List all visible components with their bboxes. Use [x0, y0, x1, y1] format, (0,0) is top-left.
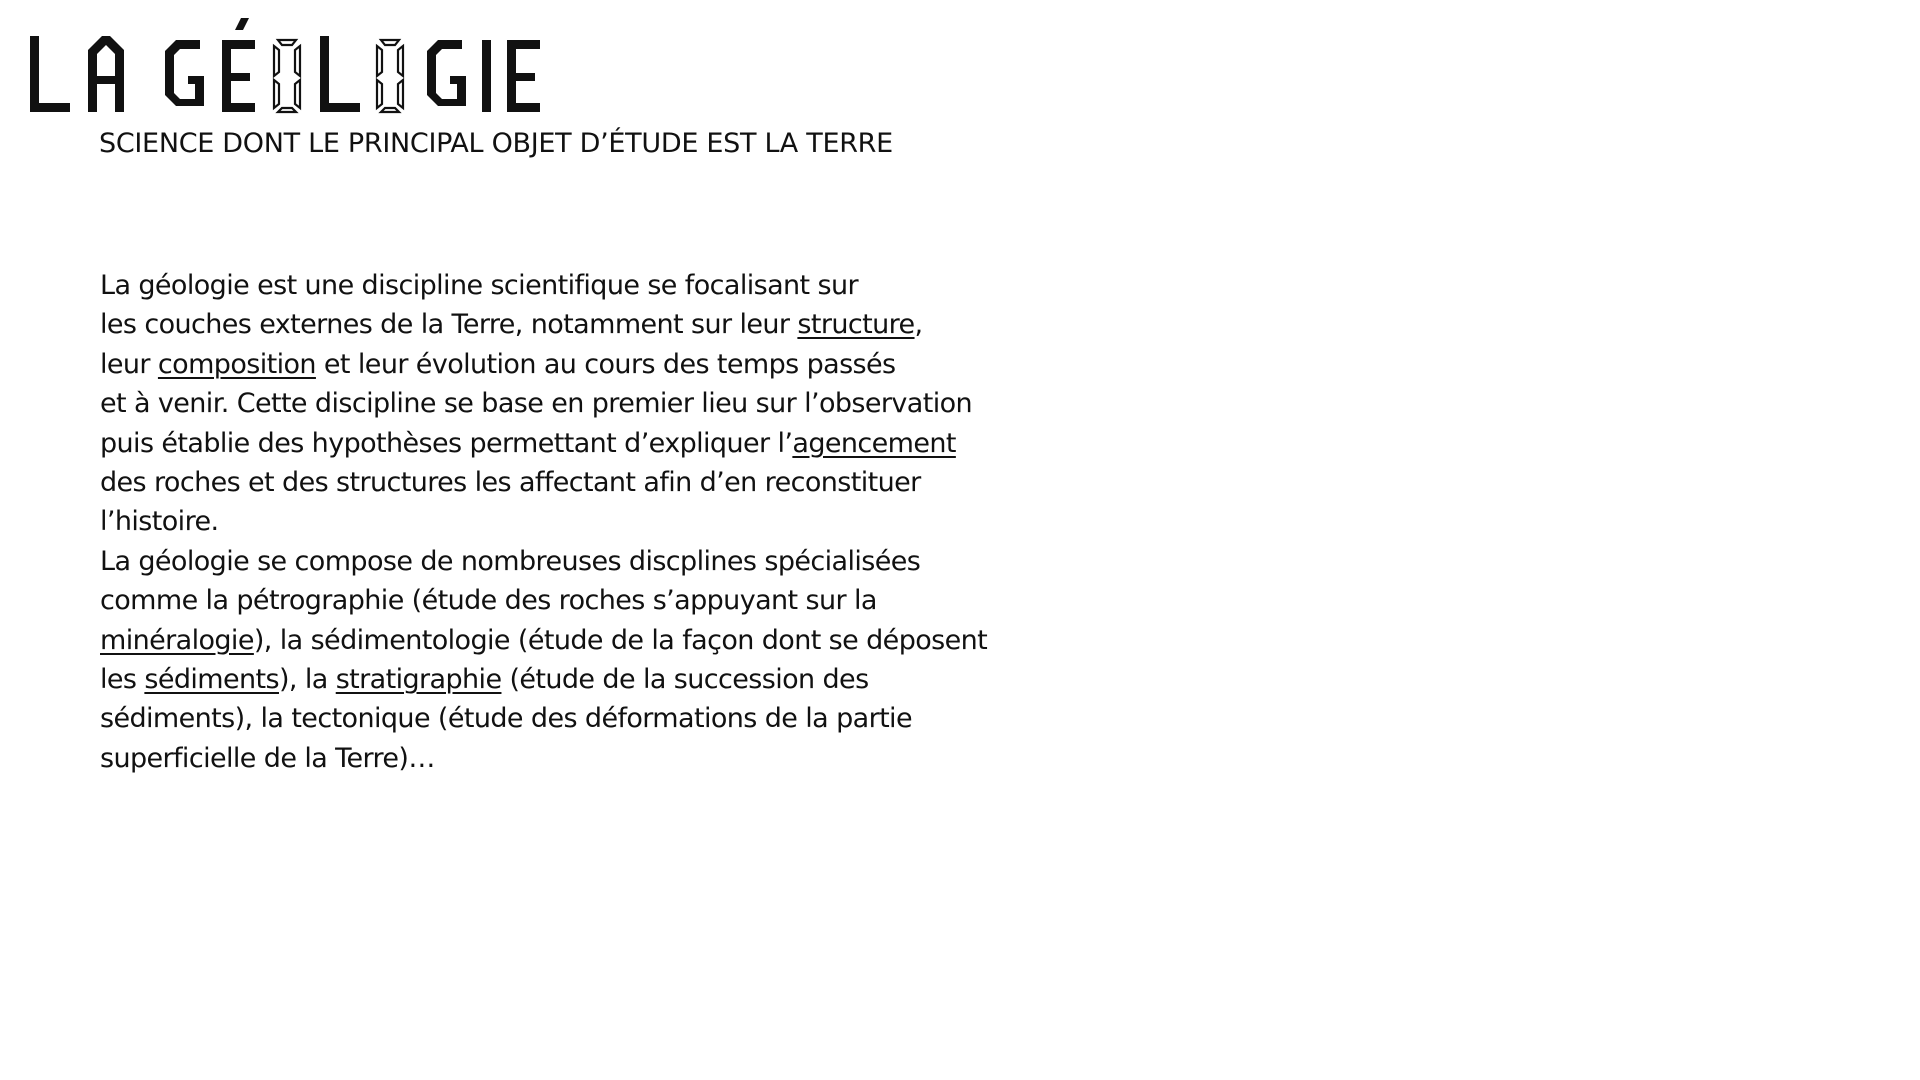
- text-segment: leur: [100, 348, 158, 380]
- text-segment: ), la sédimentologie (étude de la façon dont se déposent: [253, 624, 988, 656]
- text-line: [100, 581, 1060, 620]
- text-segment: l’histoire.: [100, 506, 219, 538]
- title-lettering: [30, 18, 540, 114]
- text-segment: ,: [914, 309, 923, 341]
- page-subtitle: SCIENCE DONT LE PRINCIPAL OBJET D’ÉTUDE EST LA TERRE: [99, 128, 893, 159]
- term-link-mineralogie[interactable]: minéralogie: [100, 624, 254, 656]
- text-line: [100, 621, 1060, 660]
- text-segment: les couches externes de la Terre, notamment sur leur: [100, 309, 798, 341]
- text-segment: et leur évolution au cours des temps passés: [315, 348, 896, 380]
- text-line: [100, 660, 1060, 699]
- text-segment: des roches et des structures les affectant afin d’en reconstituer: [100, 467, 921, 499]
- text-segment: La géologie se compose de nombreuses discplines spécialisées: [100, 545, 921, 577]
- term-link-stratigraphie[interactable]: stratigraphie: [335, 664, 502, 696]
- text-segment: (étude de la succession des: [501, 664, 869, 696]
- text-segment: superficielle de la Terre)…: [100, 742, 435, 774]
- text-segment: les: [100, 664, 145, 696]
- text-line: [100, 266, 1060, 305]
- text-line: [100, 463, 1060, 502]
- text-line: [100, 542, 1060, 581]
- text-line: [100, 424, 1060, 463]
- text-line: [100, 502, 1060, 541]
- text-line: [100, 699, 1060, 738]
- text-line: [100, 305, 1060, 344]
- text-segment: comme la pétrographie (étude des roches s’appuyant sur la: [100, 585, 877, 617]
- text-segment: ), la: [278, 664, 336, 696]
- term-link-sediments[interactable]: sédiments: [144, 664, 279, 696]
- text-segment: et à venir. Cette discipline se base en premier lieu sur l’observation: [100, 388, 973, 420]
- term-link-agencement[interactable]: agencement: [792, 427, 956, 459]
- page-title: [30, 18, 540, 114]
- text-segment: puis établie des hypothèses permettant d’expliquer l’: [100, 427, 793, 459]
- text-line: [100, 739, 1060, 778]
- text-segment: La géologie est une discipline scientifique se focalisant sur: [100, 270, 858, 301]
- article-body: [100, 266, 1060, 778]
- term-link-composition[interactable]: composition: [157, 348, 316, 380]
- term-link-structure[interactable]: structure: [797, 309, 915, 341]
- text-segment: sédiments), la tectonique (étude des déformations de la partie: [100, 703, 912, 735]
- text-line: [100, 384, 1060, 423]
- text-line: [100, 345, 1060, 384]
